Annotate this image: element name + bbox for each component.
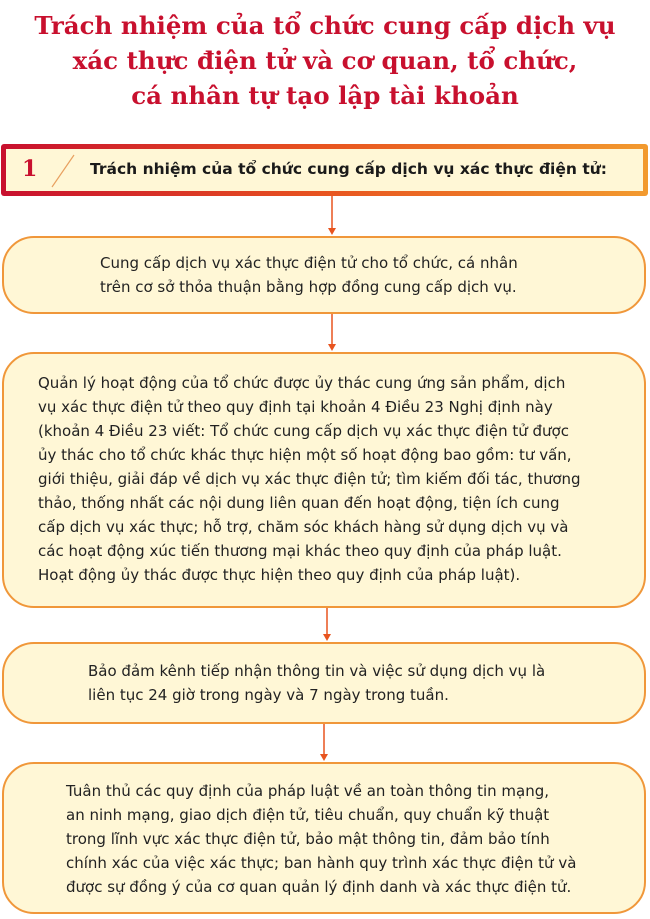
content-line: Quản lý hoạt động của tổ chức được ủy thác cung ứng sản phẩm, dịch <box>38 374 566 392</box>
divider-slash-icon <box>48 153 78 189</box>
content-line: cấp dịch vụ xác thực; hỗ trợ, chăm sóc khách hàng sử dụng dịch vụ và <box>38 518 569 536</box>
content-line: được sự đồng ý của cơ quan quản lý định danh và xác thực điện tử. <box>66 878 572 896</box>
content-text <box>100 251 518 299</box>
content-line: Tuân thủ các quy định của pháp luật về an toàn thông tin mạng, <box>66 782 550 800</box>
content-line: trong lĩnh vực xác thực điện tử, bảo mật thông tin, đảm bảo tính <box>66 830 550 848</box>
connector-arrow-icon <box>318 722 330 762</box>
section-header <box>1 144 648 196</box>
content-line: Bảo đảm kênh tiếp nhận thông tin và việc sử dụng dịch vụ là <box>88 662 546 680</box>
section-heading: Trách nhiệm của tổ chức cung cấp dịch vụ xác thực điện tử: <box>90 160 607 178</box>
content-box-4 <box>2 762 646 914</box>
content-text <box>88 659 545 707</box>
content-text <box>38 371 581 587</box>
content-line: liên tục 24 giờ trong ngày và 7 ngày trong tuần. <box>88 686 449 704</box>
content-line: các hoạt động xúc tiến thương mại khác theo quy định của pháp luật. <box>38 542 562 560</box>
connector-arrow-icon <box>321 606 333 642</box>
content-line: vụ xác thực điện tử theo quy định tại khoản 4 Điều 23 Nghị định này <box>38 398 553 416</box>
content-line: trên cơ sở thỏa thuận bằng hợp đồng cung cấp dịch vụ. <box>100 278 517 296</box>
content-line: Cung cấp dịch vụ xác thực điện tử cho tổ chức, cá nhân <box>100 254 518 272</box>
connector-arrow-icon <box>326 196 338 236</box>
title-line-2: xác thực điện tử và cơ quan, tổ chức, <box>72 46 578 75</box>
content-line: an ninh mạng, giao dịch điện tử, tiêu chuẩn, quy chuẩn kỹ thuật <box>66 806 550 824</box>
section-header-inner <box>6 149 643 191</box>
content-box-1 <box>2 236 646 314</box>
title-line-3: cá nhân tự tạo lập tài khoản <box>131 81 519 110</box>
connector-arrow-icon <box>326 312 338 352</box>
page-title <box>0 8 650 113</box>
content-line: ủy thác cho tổ chức khác thực hiện một số hoạt động bao gồm: tư vấn, <box>38 446 572 464</box>
title-line-1: Trách nhiệm của tổ chức cung cấp dịch vụ <box>34 11 616 40</box>
content-line: thảo, thống nhất các nội dung liên quan đến hoạt động, tiện ích cung <box>38 494 560 512</box>
content-line: (khoản 4 Điều 23 viết: Tổ chức cung cấp dịch vụ xác thực điện tử được <box>38 422 569 440</box>
content-line: giới thiệu, giải đáp về dịch vụ xác thực điện tử; tìm kiếm đối tác, thương <box>38 470 581 488</box>
content-text <box>66 779 576 899</box>
content-box-2 <box>2 352 646 608</box>
content-box-3 <box>2 642 646 724</box>
section-number: 1 <box>22 156 38 182</box>
content-line: chính xác của việc xác thực; ban hành quy trình xác thực điện tử và <box>66 854 577 872</box>
content-line: Hoạt động ủy thác được thực hiện theo quy định của pháp luật). <box>38 566 521 584</box>
